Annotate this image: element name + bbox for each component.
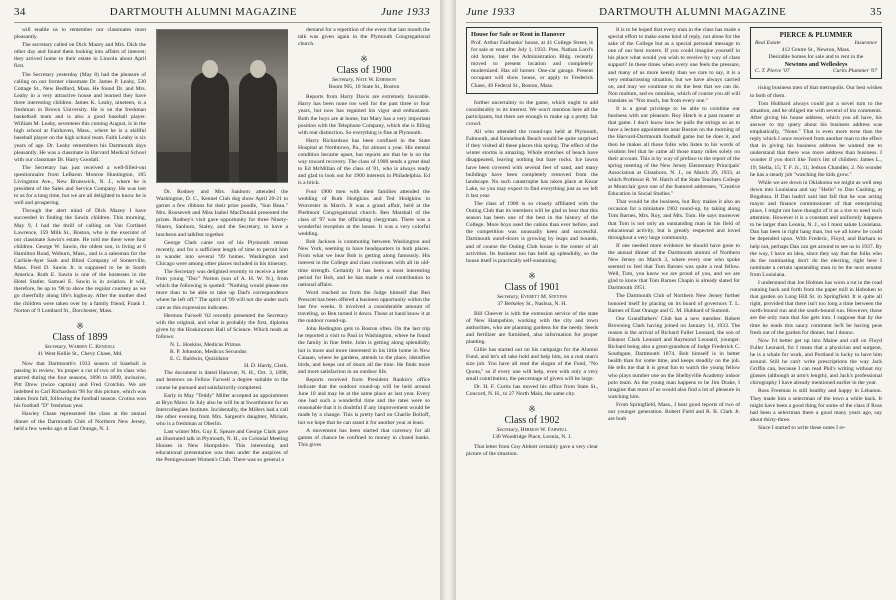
paragraph: Dr. H. F. Curtis has moved his office from State St., Concord, N. H., to 27 North Main, the same city. — [466, 383, 598, 397]
ad-title: House for Sale or Rent in Hanover — [471, 31, 566, 38]
paragraph: Last winter Mrs. Guy E. Speare and George Clark gave an illustrated talk in Plymouth, N. H., on Colonial Meeting Houses in New Hampshire. This interesting and educational presentation was then under the auspices of the Pemigewasset Women's Club. There was so general a — [156, 429, 288, 464]
paragraph: Hermon Farwell '02 recently presented the Secretary with the original, and what is probably the first, diploma given by the Hoskinorum Hall of Science. Which reads as follows: — [156, 312, 288, 340]
class-title: Class of 1901 — [504, 281, 560, 293]
diploma-signatures — [156, 342, 288, 370]
paragraph: rising business men of that metropolis. Our best wishes to both of them. — [750, 85, 882, 99]
paragraph: Our Grandfathers' Club has a new member. Robert Browning Clark having joined on January 14, 1933. The reason is the arrival of Richard Fuller Leonard, the son of Eleanor Clark Leonard and Raymond Leonard, younger. Richard being also a great-grandson of Judge Frederick C. Southgate, Dartmouth 1874. Bob himself is in better health than for some time, and keeps steadily on the job. He tells me that it is great fun to watch the young fellow who plays number one on the Shelbyville Academy indoor polo team. As the young man happens to be Jim Drake, I imagine that most of us would also find a lot of pleasure in watching him. — [608, 315, 740, 400]
paragraph: Bob Jackson is commuting between Washington and New York, seeming to have headquarters in both places. From what we hear Bob is getting along famously. His interest in the College and class continues with all its old-time strength. Certainly it has been a most interesting period for Bob, and he has made a real contribution to national affairs. — [298, 239, 430, 288]
paragraph: The secretary called on Dick Mazey and Mrs. Dick the other day and found them looking into affairs of interest; they arrived home to their estate in Lincoln about April first. — [14, 42, 146, 70]
paragraph: The Secretary yesterday (May 8) had the pleasure of calling on our former classmate Dr. James P. Leahy, 530 Cottage St., New Bedford, Mass. He found Dr. and Mrs. Leahy in a very attractive house and learned they have three interesting children. James K. Leahy, nineteen, is a freshman in Brown University. He is on the freshman basketball team and is also a good baseball player. William M. Leahy, seventeen this coming August, is in the high school at Fairhaven, Mass., where he is a skillful baseball player on the high school team. Faith Leahy is six years of age. Dr. Leahy remembers his Dartmouth days pleasantly. He was a classmate in Harvard Medical School with our classmate Dr. Harry Goodall. — [14, 71, 146, 163]
class-1900-heading — [298, 54, 430, 91]
right-page — [456, 0, 896, 600]
class-title: Class of 1902 — [504, 414, 560, 426]
paragraph: Dr. Rodney and Mrs. Sanborn attended the Washington, D. C., Kennel Club dog show April 20-21 to garner a few ribbons for their prize poodle, "Sun Beau." Mrs. Roosevelt and Miss Isabel MacDonald presented the prizes. Rodney's visit gave opportunity for three Ninety-Niners, Sanborn, Staley, and the Secretary, to have a luncheon and talkfest together. — [156, 189, 288, 238]
signature-line: H. D. Hardy, Clerk. — [244, 363, 288, 370]
right-magazine-title: DARTMOUTH ALUMNI MAGAZINE — [599, 6, 787, 18]
paragraph: Now I'd better get up into Maine and call on Floyd Fuller Leonard, for I mean that a physician and surgeon, he is a whale for work, and Portland is lucky to have him around. Still he can't write prescriptions the way Jack Griffin can, because I can read Phil's writing without my glasses (although at arm's length), and Jack's professional chirography I have already mentioned earlier in the year. — [750, 337, 882, 387]
ad-firm-name: PIERCE & PLUMMER — [779, 31, 853, 39]
paragraph: Bill Cheever is with the extension service of the state of New Hampshire, working with the city and town authorities, who are planning gardens for the needy. Seeds and fertilizer are furnished, also information for proper planting. — [466, 310, 598, 346]
paragraph: Harry Richardson has been confined in the State Hospital at Northtown, Pa., for almost a year. His mental condition became upset, but reports are that he is on the way toward recovery. The class of 1900 sends a great deal to Ed McMillan of the class of '01, who is always ready and glad to look out for 1900 interests in Philadelphia. Ed is a brick. — [298, 137, 430, 187]
house-for-sale-ad — [466, 27, 598, 94]
left-page-number: 34 — [14, 6, 26, 18]
left-running-head — [14, 6, 430, 23]
ornament-icon: ※ — [528, 403, 536, 414]
secretary-address: 41 West Kellie St., Chevy Chase, Md. — [37, 350, 123, 357]
class-1901-heading — [466, 271, 598, 308]
paragraph: Gillie has started out on his campaign for the Alumni Fund, and let's all take hold and help him, on a real man's size job. You have all read the slogan of the Fund, "No Quota," so if every one will help, even with only a very small contribution, the percentage of givers will be large. — [466, 347, 598, 382]
paragraph: Reports from Harry Davis are extremely favorable. Harry has been none too well for the past three or four years, but now has regained his vigor and enthusiasm. Both the boys are at home, but Mary has a very important position with the Telephone Company, which she is filling with real distinction. So everything is fine at Plymouth. — [298, 94, 430, 136]
left-issue-date: June 1933 — [380, 6, 430, 18]
class-title: Class of 1900 — [336, 65, 392, 77]
right-columns — [466, 27, 882, 597]
paragraph: That letter from Guy Abbott certainly gave a very clear picture of the situation. — [466, 443, 598, 458]
secretary-line: Secretary, Warren C. Kendall — [44, 343, 116, 350]
class-title: Class of 1899 — [52, 331, 108, 343]
paragraph: I understand that Joe Holmes has worn a rut in the road running back and forth from the paper mill in Hoboken to that garden on Long Hill St. in Springfield. It is quite all right, provided that there isn't too long a time between the north-bound run and the south-bound run. However, those are the only runs that Joe gets into. I suppose that by the time he reads this saucy comment he'll be having peas fresh out of the garden for dinner, but I dunno. — [750, 280, 882, 336]
ad-line: Desirable homes for sale and to rent in the — [768, 54, 864, 61]
paragraph: If one needed more evidence he should have gone to the annual dinner of the Dartmouth alumni of Northern New Jersey on March 3, where every one who spoke seemed to feel that Tom Barnes was quite a real fellow. Well, Tom, you know we are proud of you, and we are glad to know that Tom Barnes Chapin is already slated for Dartmouth 1951. — [608, 242, 740, 292]
paragraph: Since I started to write these notes I re- — [758, 424, 846, 431]
ad-line: Newtons and Wellesleys — [784, 61, 848, 69]
right-col-3 — [750, 27, 882, 597]
secretary-address: 130 Woodridge Place, Leonia, N. J. — [492, 433, 572, 440]
secretary-line: Secretary, Everett M. Stevens — [496, 293, 568, 300]
paragraph: That would be the business, but Roy makes it also an occasion for a miniature 1902 round-up, by taking along Tom Barnes, Mrs. Roy, and Mrs. Tom. He says moreover that Tom is not only an outstanding man in his field of educational activity, but is greatly respected and loved throughout a very large community. — [608, 199, 740, 241]
secretary-address: 37 Berkeley St., Nashua, N. H. — [497, 300, 567, 307]
paragraph: A movement has been started that currency for all games of chance be confined to money in closed banks. This gives — [298, 427, 430, 448]
paragraph: Word reached us from the Judge himself that Ben Prescott has been offered a business opportunity within the last few weeks. It involved a considerable amount of traveling, so Ben turned it down. Those at hand know it at the outdoor round-up. — [298, 289, 430, 325]
ad-tagline: Real Estate Insurance — [755, 40, 877, 46]
paragraph: further uncertainty to the game, which ought to add considerably to its interest. We won't mention here all the participants, but there are enough to make up a pretty fair crowd. — [466, 99, 598, 127]
right-page-number: 35 — [870, 6, 882, 18]
left-page — [0, 0, 440, 600]
signature-line: N. L. Hoskins, Medicus Primus — [170, 341, 241, 348]
paragraph: Ross Freeman is still healthy and happy in Lebanon. They made him a selectman of the town a while back. It might have been a good thing for some of the class if Ross had been a selectman there a good many years ago, say about thirty-three. — [750, 388, 882, 423]
paragraph: The document is dated Hanover, N. H., Oct. 3, 1898, and bestows on Fellow Farwell a degree suitable to the course he pursued and satisfactorily completed. — [156, 370, 288, 391]
ad-principals: C. T. Pierce '07 Curtis Plummer '07 — [755, 68, 877, 75]
paragraph: It is a great privilege to be able to combine our business with our pleasure. Roy Hatch is a past master at that game. I don't know how he pulls the strings so as to have a lecture appointment near Boston on the morning of the Harvard-Dartmouth football game but he does it, and then he makes all those folks who listen to his words of wisdom feel that he came all those many miles solely on their account. This is by way of preface to the report of the spring meeting of the New Jersey Elementary Principals' Association at Glassboro, N. J., on March 29, 1933, at which Professor R. W. Hatch of the State Teachers College at Montclair gave one of the featured addresses, "Creative Education in Social Studies." — [608, 106, 740, 198]
ad-body: Prof. Arthur Fairbanks' house, at 41 College Street, is for sale or rent after July 1, 1933. Pres. Nathan Lord's old home, later the Administration Bldg. recently moved to present location and completely modernized. Has oil burner. One-car garage. Present occupant will show house, or apply to Frederick Chase, 49 Federal St., Boston, Mass. — [471, 40, 593, 89]
paragraph: All who attended the round-ups held at Plymouth, Falmouth, and Kennebunk Beach would be quite surprised if they visited all these places this spring. The effect of the winter storms is amazing. Whole stretches of beach have disappeared, leaving nothing but bare rocks. Ice lawns have been covered with several feet of sand, and many buildings have been completely removed from the landscape. No such catastrophe has taken place at Kezar Lake, so you may expect to find everything just as we left it last year. — [466, 129, 598, 199]
paragraph: Four 1900 men with their families attended the wedding of Ruth Hodgkins and Ted Hodgkins in Worcester in March. It was a grand affair, held at the Piedmont Congregational church. Ben Marshall of the class of '97 was the officiating clergyman. There was a wonderful reception at the house. It was a very colorful wedding. — [298, 188, 430, 238]
secretary-line: Secretary, Nate W. Emerson — [331, 77, 397, 84]
pierce-plummer-ad — [750, 27, 882, 79]
paragraph: It is to be hoped that every man in the class has made a special effort to make some kind of reply, not alone for the sake of the College but as a special personal message to one of our best rooters. If you could imagine yourself in his place what would you wish to receive by way of class support? In these times when every one feels the pressure, and many of us more keenly than we care to say, it is a very embarrassing situation, but we have always carried on, and may we continue to do the best that we can do. Non multum, sed ex omnibus, which of course you all will translate as "Not much, but from every one." — [608, 27, 740, 104]
right-running-head — [466, 6, 882, 23]
signature-line: E. G. Baldwin, Quizidator — [170, 356, 229, 363]
paragraph: The Dartmouth Club of Northern New Jersey further honored itself by placing on its board of governors T. L. Barnes of East Orange and G. M. Hubbard of Summit. — [608, 293, 740, 314]
paragraph: Through the alert mind of Dick Mazey I have succeeded in finding the Sawin children. This morning, May 9, I had the thrill of calling on Van Cortland Lawrence, 159 Milk St., Boston, who is the executor of our classmate Sawin's estate. He told me there were four children. George W. Sawin, the oldest son, is living at 6 Hamilton Road, Woburn, Mass., and is a salesman for the Carlisle-Ayer Sash and Blind Company of Somerville, Mass. Fred D. Sawin Jr. is supposed to be in South America. Ruth E. Sawin is one of the hostesses in the Hotel Statler. Samuel E. Sawin is in aviation. It will, therefore, be up to '98 to show the regular courtesy as we go cheerfully along life's highway. After the mother died the children were taken over by a family friend, Frank J. Norton of 9 Lombard St., Dorchester, Mass. — [14, 208, 146, 314]
paragraph: Early in May "Teddy" Miller accepted an appointment at Bryn Mawr. In July also he will be at Swarthmore for an Intercollegiate Institute. Incidentally, the Millers had a call the other evening from Mrs. Sargent's daughter, Miriam, who is a freshman at Oberlin. — [156, 392, 288, 427]
paragraph: Now that Dartmouth's 1933 season of baseball is passing in review, 'tis proper a cut of two of its class who starred during the four seasons, 1896 to 1899, inclusive, Pitt Drew (twice captain) and Fred Crotchin. We are indebted to Carl Richardson '98 for this picture, which was taken from fall, following the football season. Crotius won his football "D" freshman year. — [14, 360, 146, 410]
left-columns — [14, 27, 430, 597]
class-1899-heading — [14, 321, 146, 358]
left-col-2 — [156, 27, 288, 597]
paragraph: Reports received from President Rankin's office indicate that the outdoor round-up will be held around June 10 and may be at the same place as last year. Every one had such a wonderful time and the rates were so reasonable that it is doubtful if any improvement would be made by a change. This is pretty hard on Charlie Bolloff, but we hope that he can stand it for another year at least. — [298, 376, 430, 426]
paragraph: John Redington gets to Boston often. On the last trip he reported a visit to Paul in Washington, where he found the family in fine fettle. John is getting along splendidly, but is more and more interested in his little home in New Canaan, where he gardens, attends to the place, identifies birds, and keeps out of doors all the time. He finds more and more satisfaction in an outdoor life. — [298, 326, 430, 375]
ad-address: 412 Centre St., Newton, Mass. — [781, 47, 851, 54]
signature-line: R. P. Johnston, Medicus Secundus — [170, 349, 247, 356]
class-photo — [156, 29, 288, 183]
secretary-address: Room 905, 10 State St., Boston — [328, 84, 400, 91]
paragraph: The Secretary has just received a well-filled-out questionnaire from LeBaron Monroe Huntington, 185 Livingston Ave., New Brunswick, N. J., where he is president of the Sales and Service Company. He was lost to us for a long time, but we are all delighted to know he is well and prospering. — [14, 164, 146, 207]
paragraph: The Secretary was delighted recently to receive a letter from young "Doc" Norton (son of A. H. W. N.), from which the following is quoted: "Nothing would please me more than to be able to take up Dad's correspondence where he left off." The spirit of '99 will not die under such care as this expression indicates. — [156, 269, 288, 311]
right-issue-date: June 1933 — [466, 6, 516, 18]
paragraph: From Springfield, Mass., I hear good reports of two of our younger generation. Robert Field and R. B. Clark Jr. are both — [608, 401, 740, 423]
paragraph: will enable us to remember our classmates most pleasantly. — [14, 27, 146, 41]
right-col-2 — [608, 27, 740, 597]
class-1902-heading — [466, 404, 598, 441]
paragraph: George Clark came out of his Plymouth retreat recently, and for a sufficient length of time to permit him to wander into several '99 homes. Washington and Chicago were among other places included in his itinerary. — [156, 239, 288, 267]
paragraph: Tom Hubbard always could put a novel turn to the situation, and he obliged me with several of his comments. After giving his house address, which you all have, his answer to my query about his business address was emphatically, "None." That is even more terse than the reply which I once received from another man to the effect that in giving his business address he wanted me to understand that there was more address than business. I wonder if you don't like Tom's list of children: James L., 19; Stella, 15; T. F. Jr., 11; Jedson Chandler, 2. No wonder he has a steady job "watching the kids grow." — [750, 100, 882, 178]
left-magazine-title: DARTMOUTH ALUMNI MAGAZINE — [109, 6, 297, 18]
ornament-icon: ※ — [76, 320, 84, 331]
secretary-line: Secretary, Hermon W. Farwell — [496, 426, 568, 433]
binding-gutter — [440, 0, 456, 600]
ornament-icon: ※ — [528, 270, 536, 281]
paragraph: demand for a repetition of the event that last month the talk was given again in the Plymouth Congregational church. — [298, 27, 430, 48]
left-col-1 — [14, 27, 146, 597]
left-col-3 — [298, 27, 430, 597]
paragraph: The class of 1900 is so closely affiliated with the Outing Club that its members will be glad to hear that this season has been one of the best in the history of the College. More boys used the cabins than ever before, and the competition was unusually keen and successful. Dartmouth outof-doors is growing by leaps and bounds, and of course the Outing Club house is the center of all activities. Its business too has held up splendidly, so the house itself is practically self-sustaining. — [466, 200, 598, 264]
ornament-icon: ※ — [360, 54, 368, 65]
paragraph: While we are down in Oklahoma we might as well step down into Louisiana and say "Hello" to Dan Cushing, at Bogalusa. If Dan hadn't said last fall that he was acting mayor and finance commissioner of that enterprising place, I might not have thought of it as a tire to need such attention. However it is a constant and uniformly happens to be larger than Leonia, N. J., so I must salute Louisiana. Dan has been in right hang man, but we all knew he could be depended upon. With Frederic, Floyd, and Barbara to help out, perhaps Dan can get around to see us in 1937. By the way, I have an idea, since they say that the folks who do the nominating don't do the electing, right here I nominate a certain upstanding man to be the next senator from Louisiana. — [750, 179, 882, 278]
paragraph: Hawley Chase represented the class at the annual dinner of the Dartmouth Club of Northern New Jersey, held a few weeks ago at East Orange, N. J. — [14, 411, 146, 432]
right-col-1 — [466, 27, 598, 597]
